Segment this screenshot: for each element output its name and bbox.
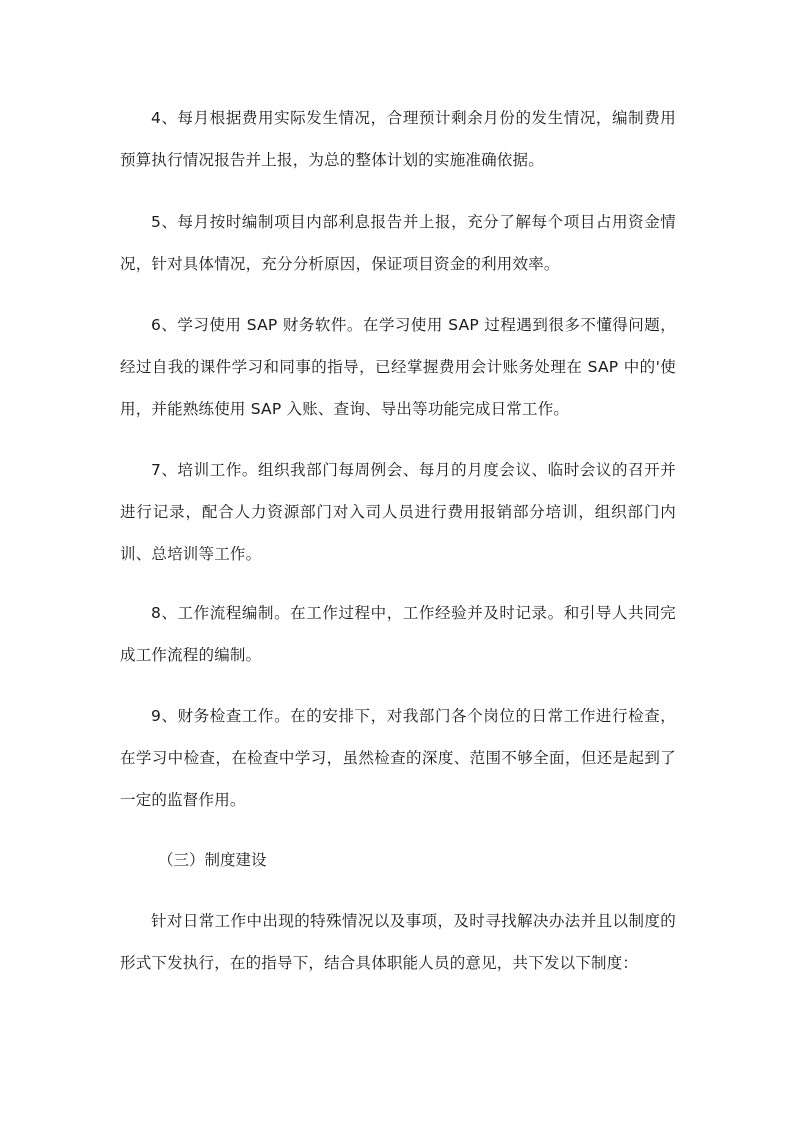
closing-paragraph: 针对日常工作中出现的特殊情况以及事项，及时寻找解决办法并且以制度的形式下发执行，在的指导下，结合具体职能人员的意见，共下发以下制度： [120,912,676,972]
paragraph-item-5: 5、每月按时编制项目内部利息报告并上报，充分了解每个项目占用资金情况，针对具体情况，充分分析原因，保证项目资金的利用效率。 [120,213,676,273]
paragraph-item-4: 4、每月根据费用实际发生情况，合理预计剩余月份的发生情况，编制费用预算执行情况报告并上报，为总的整体计划的实施准确依据。 [120,109,676,169]
paragraph-item-9: 9、财务检查工作。在的安排下，对我部门各个岗位的日常工作进行检查，在学习中检查，在检查中学习，虽然检查的深度、范围不够全面，但还是起到了一定的监督作用。 [120,707,676,809]
paragraph-item-8: 8、工作流程编制。在工作过程中，工作经验并及时记录。和引导人共同完成工作流程的编制。 [120,604,676,664]
paragraph-item-7: 7、培训工作。组织我部门每周例会、每月的月度会议、临时会议的召开并进行记录，配合人力资源部门对入司人员进行费用报销部分培训，组织部门内训、总培训等工作。 [120,461,676,563]
paragraph-item-6: 6、学习使用 SAP 财务软件。在学习使用 SAP 过程遇到很多不懂得问题，经过自我的课件学习和同事的指导，已经掌握费用会计账务处理在 SAP 中的'使用，并能熟练使用 SAP 入账、查询、导出等功能完成日常工作。 [120,316,676,418]
section-heading: （三）制度建设 [158,851,267,869]
